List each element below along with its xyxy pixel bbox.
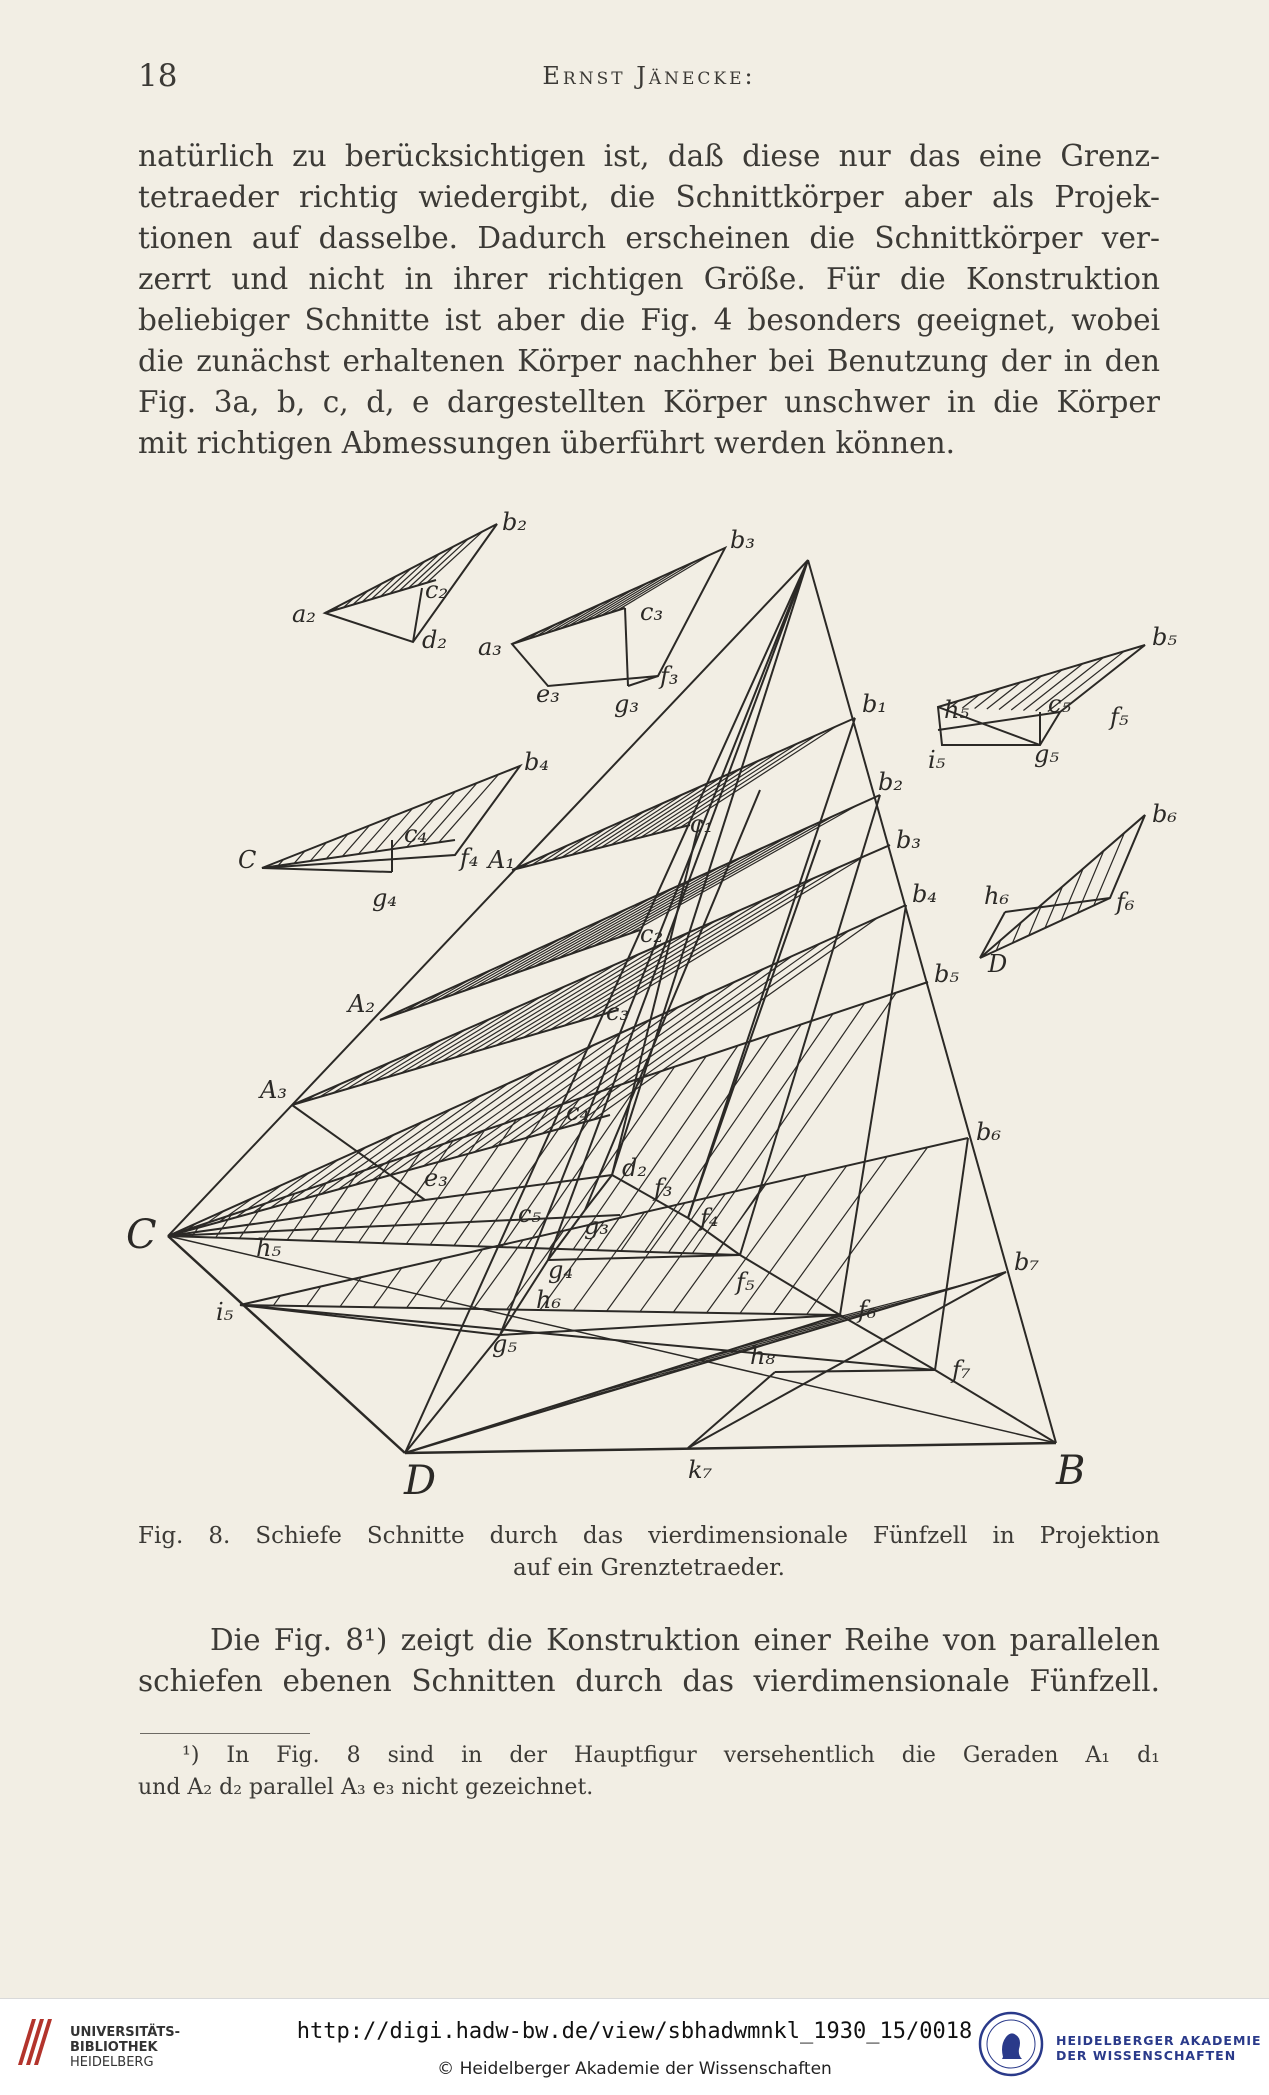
label-c4-small: c₄ [404, 820, 428, 848]
label-f3-small: f₃ [660, 662, 679, 690]
hatch-mark [459, 1430, 480, 1435]
hatch-mark [595, 1374, 668, 1393]
label-b5: b₅ [934, 960, 959, 988]
label-f3: f₃ [654, 1174, 673, 1202]
footnote-line-1: ¹) In Fig. 8 sind in der Hauptfigur versehentlich die Geraden A₁ d₁ [182, 1743, 1160, 1768]
label-e3-small: e₃ [536, 680, 560, 708]
label-c2: c₂ [640, 920, 664, 948]
label-i5: i₅ [216, 1298, 234, 1326]
hatch-mark [581, 811, 645, 853]
label-g4: g₄ [548, 1256, 573, 1284]
footnote-line-2: und A₂ d₂ parallel A₃ e₃ nicht gezeichnet. [138, 1775, 594, 1800]
academy-name: HEIDELBERGER AKADEMIE DER WISSENSCHAFTEN [1056, 2033, 1262, 2063]
hatch-mark [487, 1419, 518, 1427]
hatch-mark [474, 1007, 679, 1152]
label-c5: c₅ [518, 1200, 542, 1228]
label-e3: e₃ [424, 1164, 448, 1192]
hatch-mark [428, 997, 541, 1066]
label-b4-small: b₄ [524, 748, 549, 776]
text-line: natürlich zu berücksichtigen ist, daß diese nur das eine Grenz- [138, 139, 1160, 173]
label-h6-small: h₆ [984, 882, 1010, 910]
text-line: mit richtigen Abmessungen überführt werden können. [138, 426, 956, 460]
label-g5-small: g₅ [1034, 740, 1059, 768]
hatch-mark [514, 1408, 556, 1419]
label-D-small: D [988, 950, 1008, 978]
caption-line-1: Fig. 8. Schiefe Schnitte durch das vierdimensionale Fünfzell in Projektion [138, 1523, 1160, 1549]
hatch-mark [550, 899, 765, 1030]
label-f6-small: f₆ [1116, 888, 1135, 916]
label-f4-small: f₄ [460, 844, 479, 872]
label-f6: f₆ [858, 1296, 877, 1324]
label-h6: h₆ [536, 1286, 562, 1314]
label-C-small: C [238, 846, 257, 874]
label-g3-small: g₃ [614, 690, 639, 718]
academy-seal-icon [978, 2011, 1044, 2077]
label-c1: c₁ [690, 810, 714, 838]
label-A1: A₁ [488, 846, 515, 874]
label-b2: b₂ [878, 768, 903, 796]
label-f5-small: f₅ [1110, 703, 1129, 731]
text-line: schiefen ebenen Schnitten durch das vierdimensionale Fünfzell. [138, 1664, 1160, 1698]
hatch-mark [333, 1073, 367, 1094]
text-line: tionen auf dasselbe. Dadurch erscheinen die Schnittkörper ver- [138, 221, 1160, 255]
body-paragraph-2 [138, 1620, 1160, 1702]
text-line: zerrt und nicht in ihrer richtigen Größe. Für die Konstruktion [138, 262, 1160, 296]
hatch-mark [475, 938, 562, 987]
hatch-mark [335, 1162, 390, 1242]
hatch-mark [441, 986, 566, 1062]
label-a3: a₃ [478, 633, 502, 661]
label-b5-small: b₅ [1152, 623, 1177, 651]
hatch-mark [601, 794, 684, 848]
label-f7: f₇ [952, 1356, 971, 1384]
label-d2: d₂ [622, 1154, 647, 1182]
hatch-mark [999, 676, 1042, 710]
hatch-mark [541, 1396, 593, 1409]
figure-caption [138, 1520, 1160, 1584]
label-c4: c₄ [566, 1098, 590, 1126]
hatch-mark [321, 1121, 423, 1194]
hatch-mark [270, 1160, 338, 1208]
hatch-mark [593, 918, 878, 1120]
text-line: tetraeder richtig wiedergibt, die Schnittkörper aber als Projek- [138, 180, 1160, 214]
label-c2-small: c₂ [425, 576, 449, 604]
footnote-rule [140, 1733, 310, 1734]
label-D: D [404, 1458, 437, 1504]
label-c3: c₃ [606, 998, 630, 1026]
text-line: Fig. 3a, b, c, d, e dargestellten Körper unschwer in die Körper [138, 385, 1160, 419]
label-f4: f₄ [700, 1204, 719, 1232]
footnote [138, 1740, 1160, 1804]
label-b3-small: b₃ [730, 526, 755, 554]
label-a2: a₂ [292, 600, 316, 628]
hatch-mark [401, 1018, 492, 1073]
label-d2-small: d₂ [422, 626, 447, 654]
label-h5-small: h₅ [944, 696, 970, 724]
hatch-mark [740, 1166, 847, 1314]
text-line: die zunächst erhaltenen Körper nachher bei Benutzung der in den [138, 344, 1160, 378]
hatch-mark [359, 1151, 422, 1242]
permalink-url[interactable]: http://digi.hadw-bw.de/view/sbhadwmnkl_1930_15/0018 [296, 2019, 973, 2044]
hatch-mark [773, 1157, 887, 1314]
hatch-mark [346, 1062, 391, 1090]
hatch-mark [569, 596, 619, 626]
hatch-mark [522, 897, 653, 971]
figure-8-diagram [126, 500, 1177, 1504]
hatch-mark [623, 1363, 706, 1385]
caption-line-2: auf ein Grenztetraeder. [513, 1555, 785, 1581]
label-b6: b₆ [976, 1118, 1001, 1146]
label-c3-small: c₃ [640, 598, 664, 626]
hatch-mark [807, 1147, 928, 1314]
label-A3: A₃ [260, 1076, 287, 1104]
label-f5: f₅ [736, 1268, 755, 1296]
page-number: 18 [138, 58, 178, 94]
label-h5: h₅ [256, 1234, 282, 1262]
hatch-mark [571, 819, 626, 855]
hatch-mark [628, 805, 857, 934]
label-C: C [126, 1212, 157, 1258]
label-b6-small: b₆ [1152, 800, 1177, 828]
hatch-mark [549, 1067, 674, 1249]
label-c5-small: c₅ [1048, 690, 1072, 718]
label-i5-small: i₅ [928, 746, 946, 774]
hatch-mark [263, 1194, 294, 1240]
hatch-mark [650, 1351, 743, 1375]
text-line: Die Fig. 8¹) zeigt die Konstruktion einer Reihe von parallelen [210, 1623, 1160, 1657]
hatch-mark [374, 1040, 442, 1081]
running-head: Ernst Jänecke: [542, 62, 756, 90]
hatch-mark [621, 1035, 770, 1251]
hatch-mark [287, 1147, 367, 1204]
hatch-mark [568, 1385, 630, 1401]
label-b1: b₁ [862, 690, 887, 718]
label-h8: h₈ [750, 1342, 776, 1370]
label-b3: b₃ [896, 826, 921, 854]
hatch-mark [486, 928, 584, 983]
hatch-mark [581, 846, 766, 950]
hatch-mark [561, 828, 607, 858]
page-header [138, 58, 1160, 98]
label-g5: g₅ [492, 1330, 517, 1358]
text-line: beliebiger Schnitte ist aber die Fig. 4 besonders geeignet, wobei [138, 303, 1160, 337]
hatch-mark [591, 802, 664, 850]
label-B: B [1056, 1448, 1086, 1494]
viewer-footer-bar [0, 1998, 1269, 2095]
hatch-mark [525, 969, 764, 1139]
label-b4: b₄ [912, 880, 937, 908]
hatch-mark [360, 1051, 417, 1085]
hatch-mark [355, 1096, 480, 1185]
hatch-mark [498, 918, 607, 979]
university-library-name: UNIVERSITÄTS- BIBLIOTHEK HEIDELBERG [70, 2025, 180, 2070]
copyright-notice: © Heidelberger Akademie der Wissenschaften [437, 2059, 832, 2079]
body-paragraph-1 [138, 136, 1160, 464]
hatch-mark [311, 1173, 358, 1241]
label-k7: k₇ [688, 1456, 713, 1484]
label-g4-small: g₄ [372, 884, 397, 912]
label-g3: g₃ [584, 1212, 609, 1240]
label-A2: A₂ [348, 990, 375, 1018]
hatch-mark [611, 786, 703, 845]
label-b2-small: b₂ [502, 508, 527, 536]
label-b7: b₇ [1014, 1248, 1039, 1276]
